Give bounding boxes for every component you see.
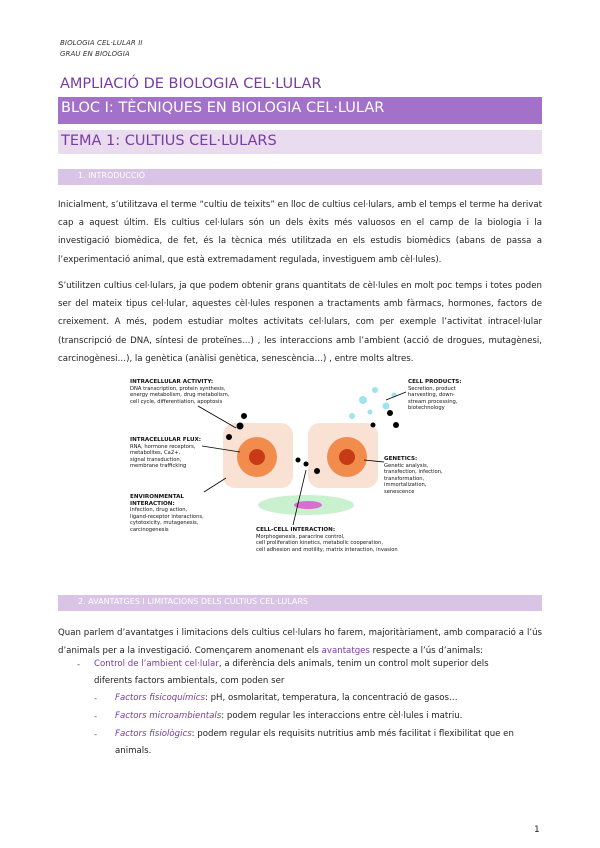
label-cell-products-body: Secretion, product harvesting, down- stream processing, biotechnology — [408, 385, 458, 412]
sublist-item-microenvironmental — [115, 708, 462, 726]
signal-dot — [304, 462, 309, 467]
signal-dot — [296, 458, 301, 463]
section-heading-1-label: 1. INTRODUCCIÓ — [78, 171, 146, 180]
intro-paragraph-1: Inicialment, s’utilitzava el terme “cultiu de teixits” en lloc de cultius cel·lulars, amb el temps el terme ha derivat cap a aquest últim. Els cultius cel·lulars són un dels èxits més valuosos en el camp de la biologia i la investigació biomèdica, de fet, és la tècnica més utilitzada en els estudis biomèdics (abans de passa a l’experimentació animal, que està extremadament regulada, investiguem amb cèl·lules). — [58, 200, 542, 265]
right-nucleolus — [339, 449, 355, 465]
sublist-item-1-keyword: Factors fisicoquímics — [115, 693, 205, 703]
tema-title: TEMA 1: CULTIUS CEL·LULARS — [61, 133, 277, 149]
bloc-title: BLOC I: TÈCNIQUES EN BIOLOGIA CEL·LULAR — [61, 100, 385, 116]
product-bubble — [359, 396, 367, 404]
bloc-bar — [58, 97, 542, 124]
label-cell-cell-body: Morphogenesis, paracrine control, cell proliferation kinetics, metabolic cooperation, cell adhesion and motility, matrix interaction, invasion — [256, 533, 398, 553]
sublist-dash-1: - — [94, 694, 98, 704]
sublist-item-physiological-cont: animals. — [115, 746, 152, 756]
sublist-item-3-keyword: Factors fisiològics — [115, 729, 192, 739]
label-intracellular-flux — [130, 437, 201, 470]
arrow-environmental — [204, 478, 226, 492]
intro-paragraph-2: S’utilitzen cultius cel·lulars, ja que podem obtenir grans quantitats de cèl·lules en molt poc temps i totes poden ser del mateix tipus cel·lular, aquestes cèl·lules responen a tractaments amb fàrmacs, hormones, factors de creixement. A més, podem estudiar moltes activitats cel·lulars, com per exemple l’activitat intracel·lular (transcripció de DNA, síntesi de proteïnes…) , les interaccions amb l’ambient (acció de drogues, mutagènesi, carcinogènesi…), la genètica (anàlisi genètica, senescència…) , entre molts altres. — [58, 281, 542, 364]
advantages-keyword: avantatges — [321, 646, 370, 657]
label-intracellular-flux-body: RNA, hormone receptors, metabolites, Ca2+, signal transduction, membrane trafficking — [130, 443, 196, 470]
sublist-dash-2: - — [94, 712, 98, 722]
signal-dot — [387, 410, 393, 416]
arrow-intracellular-activity — [198, 406, 236, 428]
document-title: AMPLIACIÓ DE BIOLOGIA CEL·LULAR — [60, 76, 322, 92]
signal-dot — [226, 434, 232, 440]
page-number: 1 — [534, 825, 540, 835]
label-intracellular-activity-title: INTRACELLULAR ACTIVITY: — [130, 379, 214, 385]
sublist-item-3-text: : podem regular els requisits nutritius amb més facilitat i flexibilitat que en — [191, 729, 514, 739]
list-item-control-text: , a diferència dels animals, tenim un control molt superior dels — [218, 659, 489, 669]
product-bubble — [368, 410, 373, 415]
label-cell-products — [408, 379, 462, 412]
label-environmental-title: ENVIRONMENTAL INTERACTION: — [130, 494, 185, 507]
advantages-paragraph — [58, 624, 542, 660]
product-bubble — [349, 413, 355, 419]
section-heading-1 — [58, 169, 542, 185]
product-bubble — [383, 403, 390, 410]
sublist-dash-3: - — [94, 730, 98, 740]
sublist-item-physicochemical — [115, 690, 458, 708]
sublist-item-2-text: : podem regular les interaccions entre cèl·lules i matriu. — [221, 711, 463, 721]
list-item-control-keyword: Control de l’ambient cel·lular — [94, 659, 219, 669]
label-genetics-body: Genetic analysis, transfection, infection, transformation, immortalization, senescence — [384, 462, 443, 495]
sublist-item-1-text: : pH, osmolaritat, temperatura, la concentració de gasos… — [204, 693, 458, 703]
list-item-control-cont: diferents factors ambientals, com poden ser — [94, 676, 285, 686]
label-environmental-body: Infection, drug action, ligand-receptor interactions, cytotoxicity, mutagenesis, carcinogenesis — [130, 507, 204, 533]
signal-dot — [393, 422, 399, 428]
list-dash: - — [77, 660, 81, 670]
running-header-2: GRAU EN BIOLOGIA — [60, 50, 130, 58]
tema-bar — [58, 130, 542, 154]
product-bubble — [372, 387, 378, 393]
label-environmental — [130, 494, 204, 534]
label-intracellular-flux-title: INTRACELLULAR FLUX: — [130, 437, 202, 443]
label-genetics — [384, 456, 443, 496]
label-cell-products-title: CELL PRODUCTS: — [408, 379, 462, 385]
label-intracellular-activity-body: DNA transcription, protein synthesis, energy metabolism, drug metabolism, cell cycle, differentiation, apoptosis — [130, 385, 230, 405]
left-nucleolus — [249, 449, 265, 465]
sublist-item-physiological — [115, 726, 514, 744]
advantages-text-b: respecte a l’ús d’animals: — [369, 646, 484, 657]
sublist-item-2-keyword: Factors microambientals — [115, 711, 222, 721]
signal-dot — [237, 423, 244, 430]
signal-dot — [371, 423, 376, 428]
signal-dot — [314, 468, 320, 474]
label-cell-cell-title: CELL-CELL INTERACTION: — [256, 527, 336, 533]
cell-culture-figure — [128, 370, 478, 570]
section-heading-2-label: 2. AVANTATGES I LIMITACIONS DELS CULTIUS CEL·LULARS — [78, 597, 308, 606]
list-item-control — [94, 656, 542, 674]
advantages-text-a: Quan parlem d’avantatges i limitacions dels cultius cel·lulars ho farem, majoritàriament, amb comparació a l’ús d’animals per a la investigació. Començarem anomenant els — [58, 628, 542, 657]
label-intracellular-activity — [130, 379, 229, 405]
arrow-cell-products — [386, 392, 406, 400]
section-heading-2 — [58, 595, 542, 611]
running-header-1: BIOLOGIA CEL·LULAR II — [60, 39, 143, 47]
signal-dot — [241, 413, 247, 419]
label-genetics-title: GENETICS: — [384, 456, 418, 462]
label-cell-cell — [256, 527, 398, 553]
